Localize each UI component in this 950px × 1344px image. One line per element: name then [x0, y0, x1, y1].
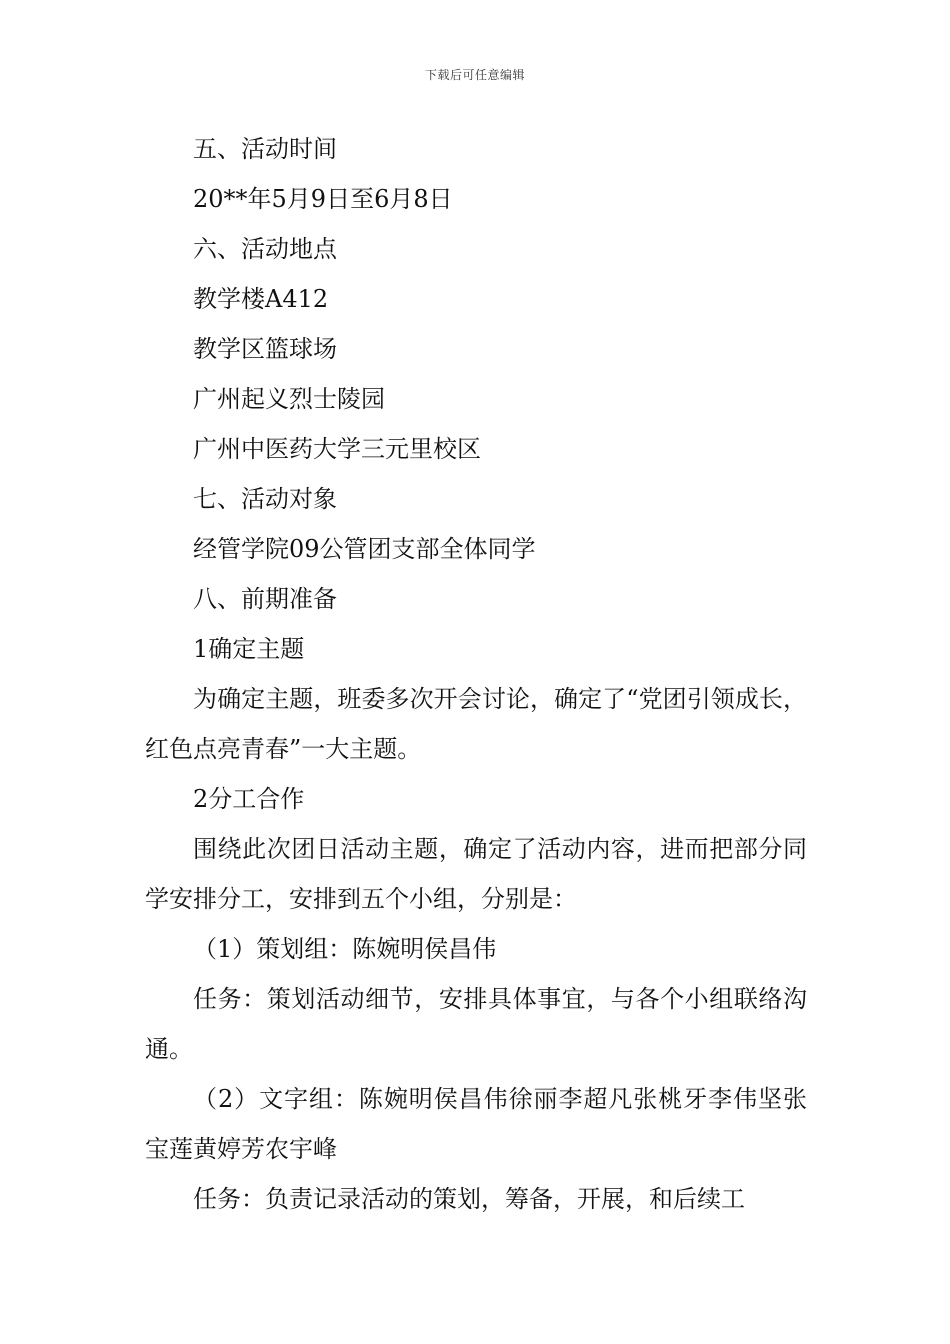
section-heading-time: 五、活动时间 [193, 135, 337, 163]
theme-paragraph: 为确定主题，班委多次开会讨论，确定了“党团引领成长，红色点亮青春”一大主题。 [145, 685, 807, 763]
location-item: 教学楼A412 [193, 285, 329, 313]
audience-text: 经管学院09公管团支部全体同学 [193, 535, 536, 563]
group-writing-task: 任务：负责记录活动的策划，筹备，开展，和后续工 [193, 1185, 745, 1213]
section-heading-preparation: 八、前期准备 [193, 585, 337, 613]
division-paragraph: 围绕此次团日活动主题，确定了活动内容，进而把部分同学安排分工，安排到五个小组，分别是： [145, 835, 807, 913]
subsection-heading-division: 2分工合作 [193, 785, 305, 813]
group-planning-task: 任务：策划活动细节，安排具体事宜，与各个小组联络沟通。 [145, 985, 807, 1063]
group-writing: （2）文字组：陈婉明侯昌伟徐丽李超凡张桃牙李伟坚张宝莲黄婷芳农宇峰 [145, 1085, 807, 1163]
location-item: 教学区篮球场 [193, 335, 337, 363]
location-item: 广州起义烈士陵园 [193, 385, 385, 413]
activity-date-range: 20**年5月9日至6月8日 [193, 185, 453, 213]
subsection-heading-theme: 1确定主题 [193, 635, 305, 663]
section-heading-location: 六、活动地点 [193, 235, 337, 263]
location-item: 广州中医药大学三元里校区 [193, 435, 481, 463]
section-heading-audience: 七、活动对象 [193, 485, 337, 513]
document-body [145, 124, 807, 1224]
page-header-note: 下载后可任意编辑 [424, 68, 525, 82]
group-planning: （1）策划组：陈婉明侯昌伟 [193, 935, 497, 963]
